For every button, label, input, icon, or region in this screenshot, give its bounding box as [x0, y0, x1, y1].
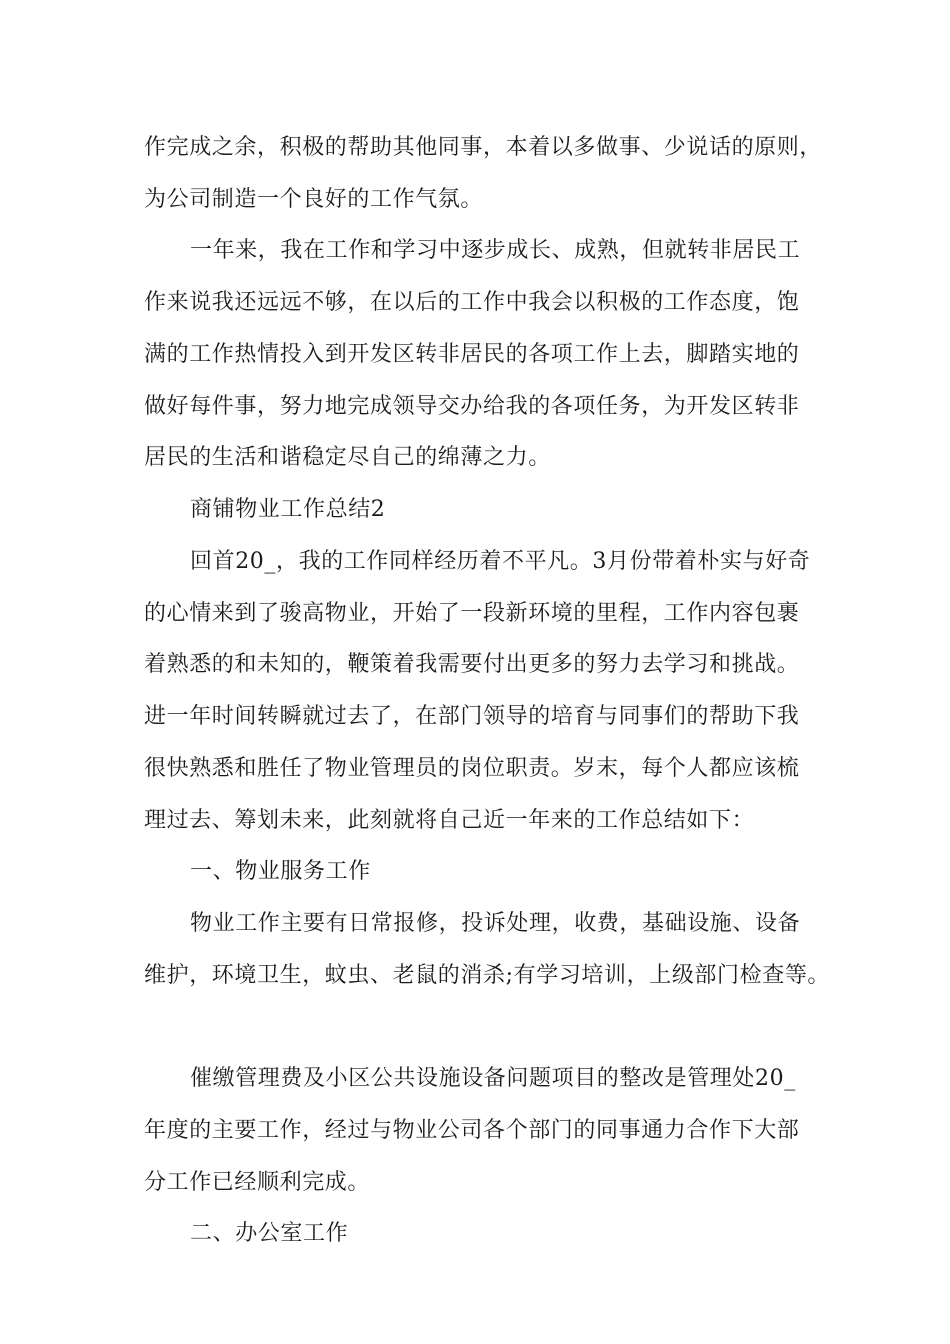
- text-line: 进一年时间转瞬就过去了，在部门领导的培育与同事们的帮助下我: [144, 704, 800, 729]
- section-heading: 一、物业服务工作: [190, 859, 371, 884]
- text-line: 居民的生活和谐稳定尽自己的绵薄之力。: [144, 445, 551, 470]
- text-line: 满的工作热情投入到开发区转非居民的各项工作上去，脚踏实地的: [144, 342, 800, 367]
- section-heading: 商铺物业工作总结2: [190, 497, 386, 522]
- text-line: 很快熟悉和胜任了物业管理员的岗位职责。岁末，每个人都应该梳: [144, 756, 800, 781]
- text-line: 一年来，我在工作和学习中逐步成长、成熟，但就转非居民工: [190, 238, 801, 263]
- text-line: 年度的主要工作，经过与物业公司各个部门的同事通力合作下大部: [144, 1118, 800, 1143]
- text-line: 维护，环境卫生，蚊虫、老鼠的消杀;有学习培训，上级部门检查等。: [144, 963, 831, 988]
- text-line: 回首20_，我的工作同样经历着不平凡。3月份带着朴实与好奇: [190, 549, 811, 574]
- text-line: 物业工作主要有日常报修，投诉处理，收费，基础设施、设备: [190, 911, 801, 936]
- text-line: 为公司制造一个良好的工作气氛。: [144, 187, 484, 212]
- text-line: 催缴管理费及小区公共设施设备问题项目的整改是管理处20_: [190, 1066, 796, 1091]
- text-line: 做好每件事，努力地完成领导交办给我的各项任务，为开发区转非: [144, 394, 800, 419]
- text-line: 的心情来到了骏高物业，开始了一段新环境的里程，工作内容包裹: [144, 601, 800, 626]
- text-line: 理过去、筹划未来，此刻就将自己近一年来的工作总结如下：: [144, 808, 755, 833]
- text-line: 分工作已经顺利完成。: [144, 1170, 371, 1195]
- text-line: 作完成之余，积极的帮助其他同事，本着以多做事、少说话的原则，: [144, 135, 823, 160]
- text-line: 作来说我还远远不够，在以后的工作中我会以积极的工作态度，饱: [144, 290, 800, 315]
- section-heading: 二、办公室工作: [190, 1221, 349, 1246]
- text-line: 着熟悉的和未知的，鞭策着我需要付出更多的努力去学习和挑战。: [144, 652, 800, 677]
